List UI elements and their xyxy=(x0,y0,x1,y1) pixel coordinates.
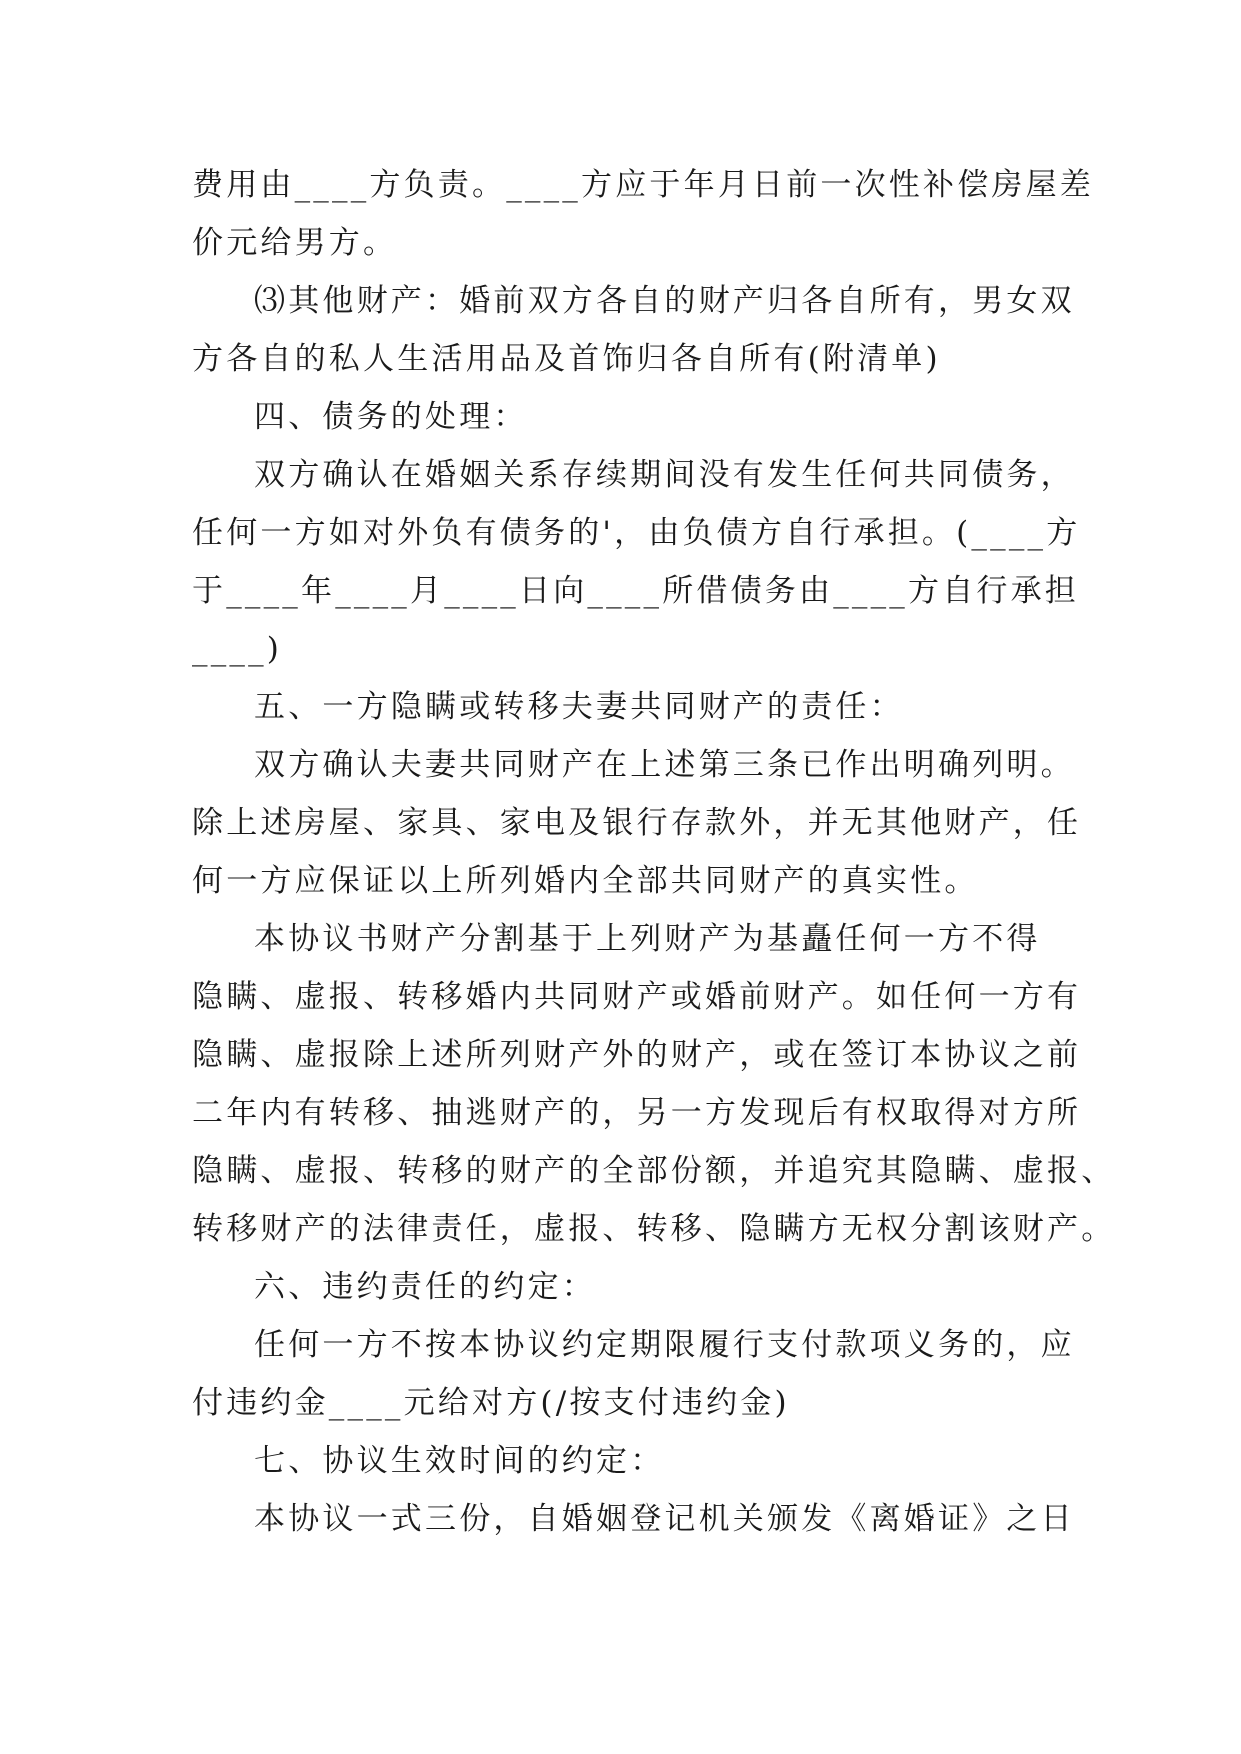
text-line: 隐瞒、虚报除上述所列财产外的财产，或在签订本协议之前 xyxy=(192,1037,1082,1073)
text-line: 于____年____月____日向____所借债务由____方自行承担 xyxy=(192,573,1079,609)
text-line: 除上述房屋、家具、家电及银行存款外，并无其他财产，任 xyxy=(192,805,1082,841)
text-line: 方各自的私人生活用品及首饰归各自所有(附清单) xyxy=(192,341,941,377)
section-heading: 六、违约责任的约定： xyxy=(254,1269,596,1305)
text-line: 任何一方如对外负有债务的'，由负债方自行承担。(____方 xyxy=(192,515,1081,551)
text-line: 费用由____方负责。____方应于年月日前一次性补偿房屋差 xyxy=(192,167,1094,203)
text-line: ____) xyxy=(192,631,283,667)
text-line: 隐瞒、虚报、转移婚内共同财产或婚前财产。如任何一方有 xyxy=(192,979,1082,1015)
section-heading: 五、一方隐瞒或转移夫妻共同财产的责任： xyxy=(254,689,904,725)
section-heading: 四、债务的处理： xyxy=(254,399,528,435)
text-line: 本协议一式三份，自婚姻登记机关颁发《离婚证》之日 xyxy=(254,1501,1075,1537)
text-line: 隐瞒、虚报、转移的财产的全部份额，并追究其隐瞒、虚报、 xyxy=(192,1153,1116,1189)
text-line: 二年内有转移、抽逃财产的，另一方发现后有权取得对方所 xyxy=(192,1095,1082,1131)
text-line: 任何一方不按本协议约定期限履行支付款项义务的，应 xyxy=(254,1327,1075,1363)
text-line: 何一方应保证以上所列婚内全部共同财产的真实性。 xyxy=(192,863,979,899)
text-line: 付违约金____元给对方(/按支付违约金) xyxy=(192,1385,790,1421)
text-line: 价元给男方。 xyxy=(192,225,398,261)
text-line: ⑶其他财产：婚前双方各自的财产归各自所有，男女双 xyxy=(254,283,1075,319)
text-line: 双方确认夫妻共同财产在上述第三条已作出明确列明。 xyxy=(254,747,1075,783)
text-line: 转移财产的法律责任，虚报、转移、隐瞒方无权分割该财产。 xyxy=(192,1211,1116,1247)
text-line: 本协议书财产分割基于上列财产为基矗任何一方不得 xyxy=(254,921,1041,957)
section-heading: 七、协议生效时间的约定： xyxy=(254,1443,665,1479)
text-line: 双方确认在婚姻关系存续期间没有发生任何共同债务， xyxy=(254,457,1075,493)
